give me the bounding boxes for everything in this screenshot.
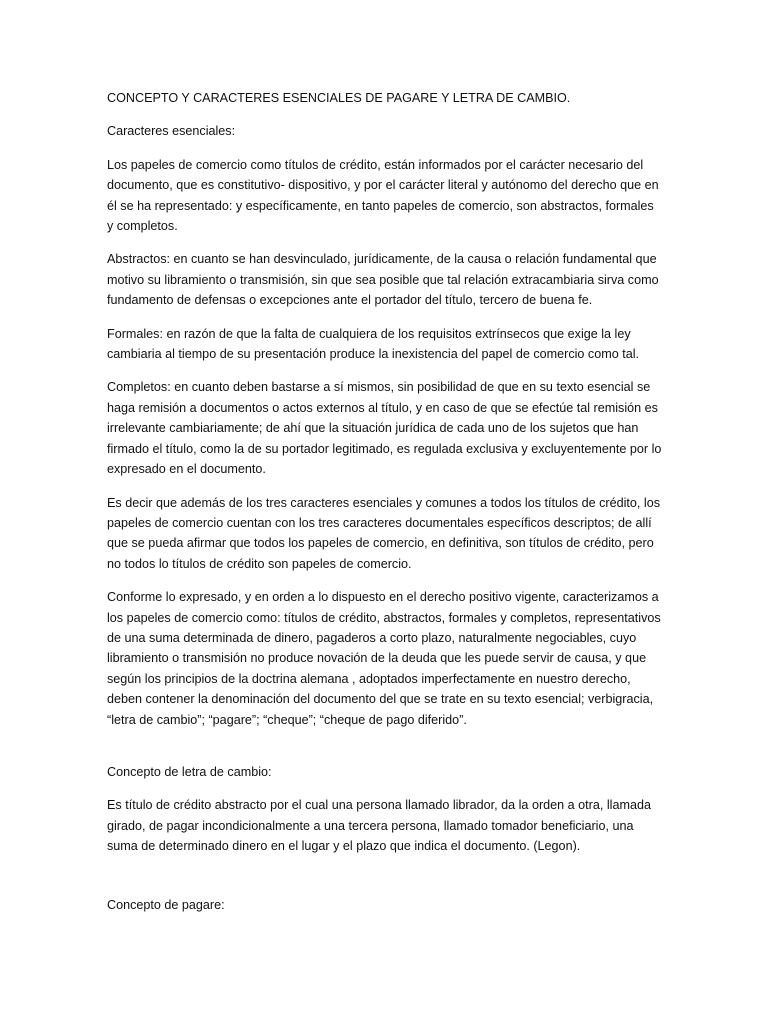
section-heading-caracteres: Caracteres esenciales:: [107, 124, 236, 139]
paragraph-intro: Los papeles de comercio como títulos de crédito, están informados por el carácter necesario del documento, que es constitutivo- dispositivo, y por el carácter literal y autónomo del derecho que en él se ha representado: y específicamente, en tanto papeles de comercio, son abstractos, formales y completos.: [107, 157, 659, 234]
paragraph-formales: Formales: en razón de que la falta de cualquiera de los requisitos extrínsecos que exige la ley cambiaria al tiempo de su presentación produce la inexistencia del papel de comercio como tal.: [107, 326, 640, 362]
section-heading-pagare: Concepto de pagare:: [107, 897, 225, 912]
paragraph-abstractos: Abstractos: en cuanto se han desvinculado, jurídicamente, de la causa o relación fundamental que motivo su libramiento o transmisión, sin que sea posible que tal relación extracambiaria sirva como fundamento de defensas o excepciones ante el portador del título, tercero de buena fe.: [107, 252, 659, 308]
section-heading-letra: Concepto de letra de cambio:: [107, 764, 272, 779]
document-title: CONCEPTO Y CARACTERES ESENCIALES DE PAGARE Y LETRA DE CAMBIO.: [107, 91, 571, 105]
document-body: [107, 88, 662, 928]
paragraph-conforme: Conforme lo expresado, y en orden a lo dispuesto en el derecho positivo vigente, caracterizamos a los papeles de comercio como: títulos de crédito, abstractos, formales y completos, representativos de una suma determinada de dinero, pagaderos a corto plazo, naturalmente negociables, cuyo libramiento o transmisión no produce novación de la deuda que les puede servir de causa, y que según los principios de la doctrina alemana , adoptados imperfectamente en nuestro derecho, deben contener la denominación del documento del que se trate en su texto esencial; verbigracia, “letra de cambio”; “pagare”; “cheque”; “cheque de pago diferido”.: [107, 590, 661, 727]
paragraph-letra-definicion: Es título de crédito abstracto por el cual una persona llamado librador, da la orden a otra, llamada girado, de pagar incondicionalmente a una tercera persona, llamado tomador beneficiario, una suma de determinado dinero en el lugar y el plazo que indica el documento. (Legon).: [107, 798, 651, 854]
paragraph-es-decir: Es decir que además de los tres caracteres esenciales y comunes a todos los títulos de crédito, los papeles de comercio cuentan con los tres caracteres documentales específicos descriptos; de allí que se pueda afirmar que todos los papeles de comercio, en definitiva, son títulos de crédito, pero no todos lo títulos de crédito son papeles de comercio.: [107, 495, 661, 571]
paragraph-completos: Completos: en cuanto deben bastarse a sí mismos, sin posibilidad de que en su texto esencial se haga remisión a documentos o actos externos al título, y en caso de que se efectúe tal remisión es irrelevante cambiariamente; de ahí que la situación jurídica de cada uno de los sujetos que han firmado el título, como la de su portador legitimado, es regulada exclusiva y excluyentemente por lo expresado en el documento.: [107, 380, 662, 477]
